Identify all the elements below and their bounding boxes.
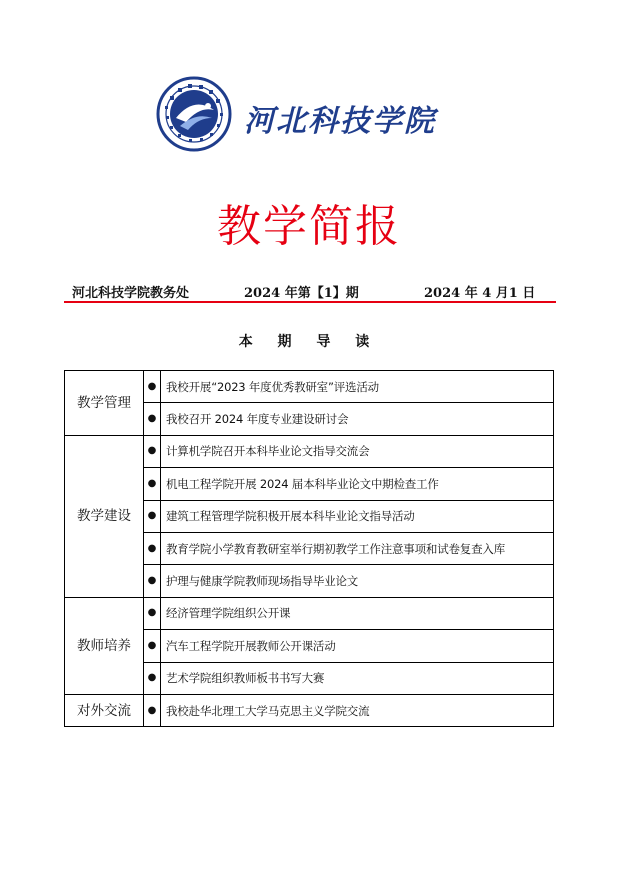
category-cell: 教学建设 [65, 435, 144, 597]
toc-table [64, 370, 554, 727]
toc-item[interactable]: 建筑工程管理学院积极开展本科毕业论文指导活动 [161, 500, 554, 532]
toc-item[interactable]: 艺术学院组织教师板书书写大赛 [161, 662, 554, 694]
toc-item[interactable]: 经济管理学院组织公开课 [161, 597, 554, 629]
bullet-icon: ● [144, 532, 161, 564]
toc-item[interactable]: 我校开展“2023 年度优秀教研室”评选活动 [161, 371, 554, 403]
bullet-icon: ● [144, 630, 161, 662]
college-emblem-icon [156, 76, 232, 152]
toc-item[interactable]: 我校召开 2024 年度专业建设研讨会 [161, 403, 554, 435]
table-row [65, 435, 554, 467]
toc-heading: 本 期 导 读 [238, 334, 380, 350]
toc-item[interactable]: 教育学院小学教育教研室举行期初教学工作注意事项和试卷复查入库 [161, 532, 554, 564]
table-row [65, 371, 554, 403]
issuing-department: 河北科技学院教务处 [72, 286, 190, 301]
bulletin-title: 教学简报 [217, 201, 401, 252]
category-cell: 教师培养 [65, 597, 144, 694]
bullet-icon: ● [144, 565, 161, 597]
toc-item[interactable]: 计算机学院召开本科毕业论文指导交流会 [161, 435, 554, 467]
bullet-icon: ● [144, 403, 161, 435]
bullet-icon: ● [144, 694, 161, 726]
issue-number: 2024 年第【1】期 [244, 286, 359, 301]
bullet-icon: ● [144, 371, 161, 403]
toc-item[interactable]: 护理与健康学院教师现场指导毕业论文 [161, 565, 554, 597]
bullet-icon: ● [144, 435, 161, 467]
school-name: 河北科技学院 [244, 104, 436, 139]
bullet-icon: ● [144, 500, 161, 532]
bullet-icon: ● [144, 662, 161, 694]
bullet-icon: ● [144, 468, 161, 500]
table-row [65, 597, 554, 629]
toc-item[interactable]: 机电工程学院开展 2024 届本科毕业论文中期检查工作 [161, 468, 554, 500]
red-divider [64, 301, 556, 303]
category-cell: 对外交流 [65, 694, 144, 726]
toc-item[interactable]: 汽车工程学院开展教师公开课活动 [161, 630, 554, 662]
issue-date: 2024 年 4 月1 日 [424, 286, 536, 301]
toc-item[interactable]: 我校赴华北理工大学马克思主义学院交流 [161, 694, 554, 726]
table-row [65, 694, 554, 726]
bullet-icon: ● [144, 597, 161, 629]
category-cell: 教学管理 [65, 371, 144, 436]
